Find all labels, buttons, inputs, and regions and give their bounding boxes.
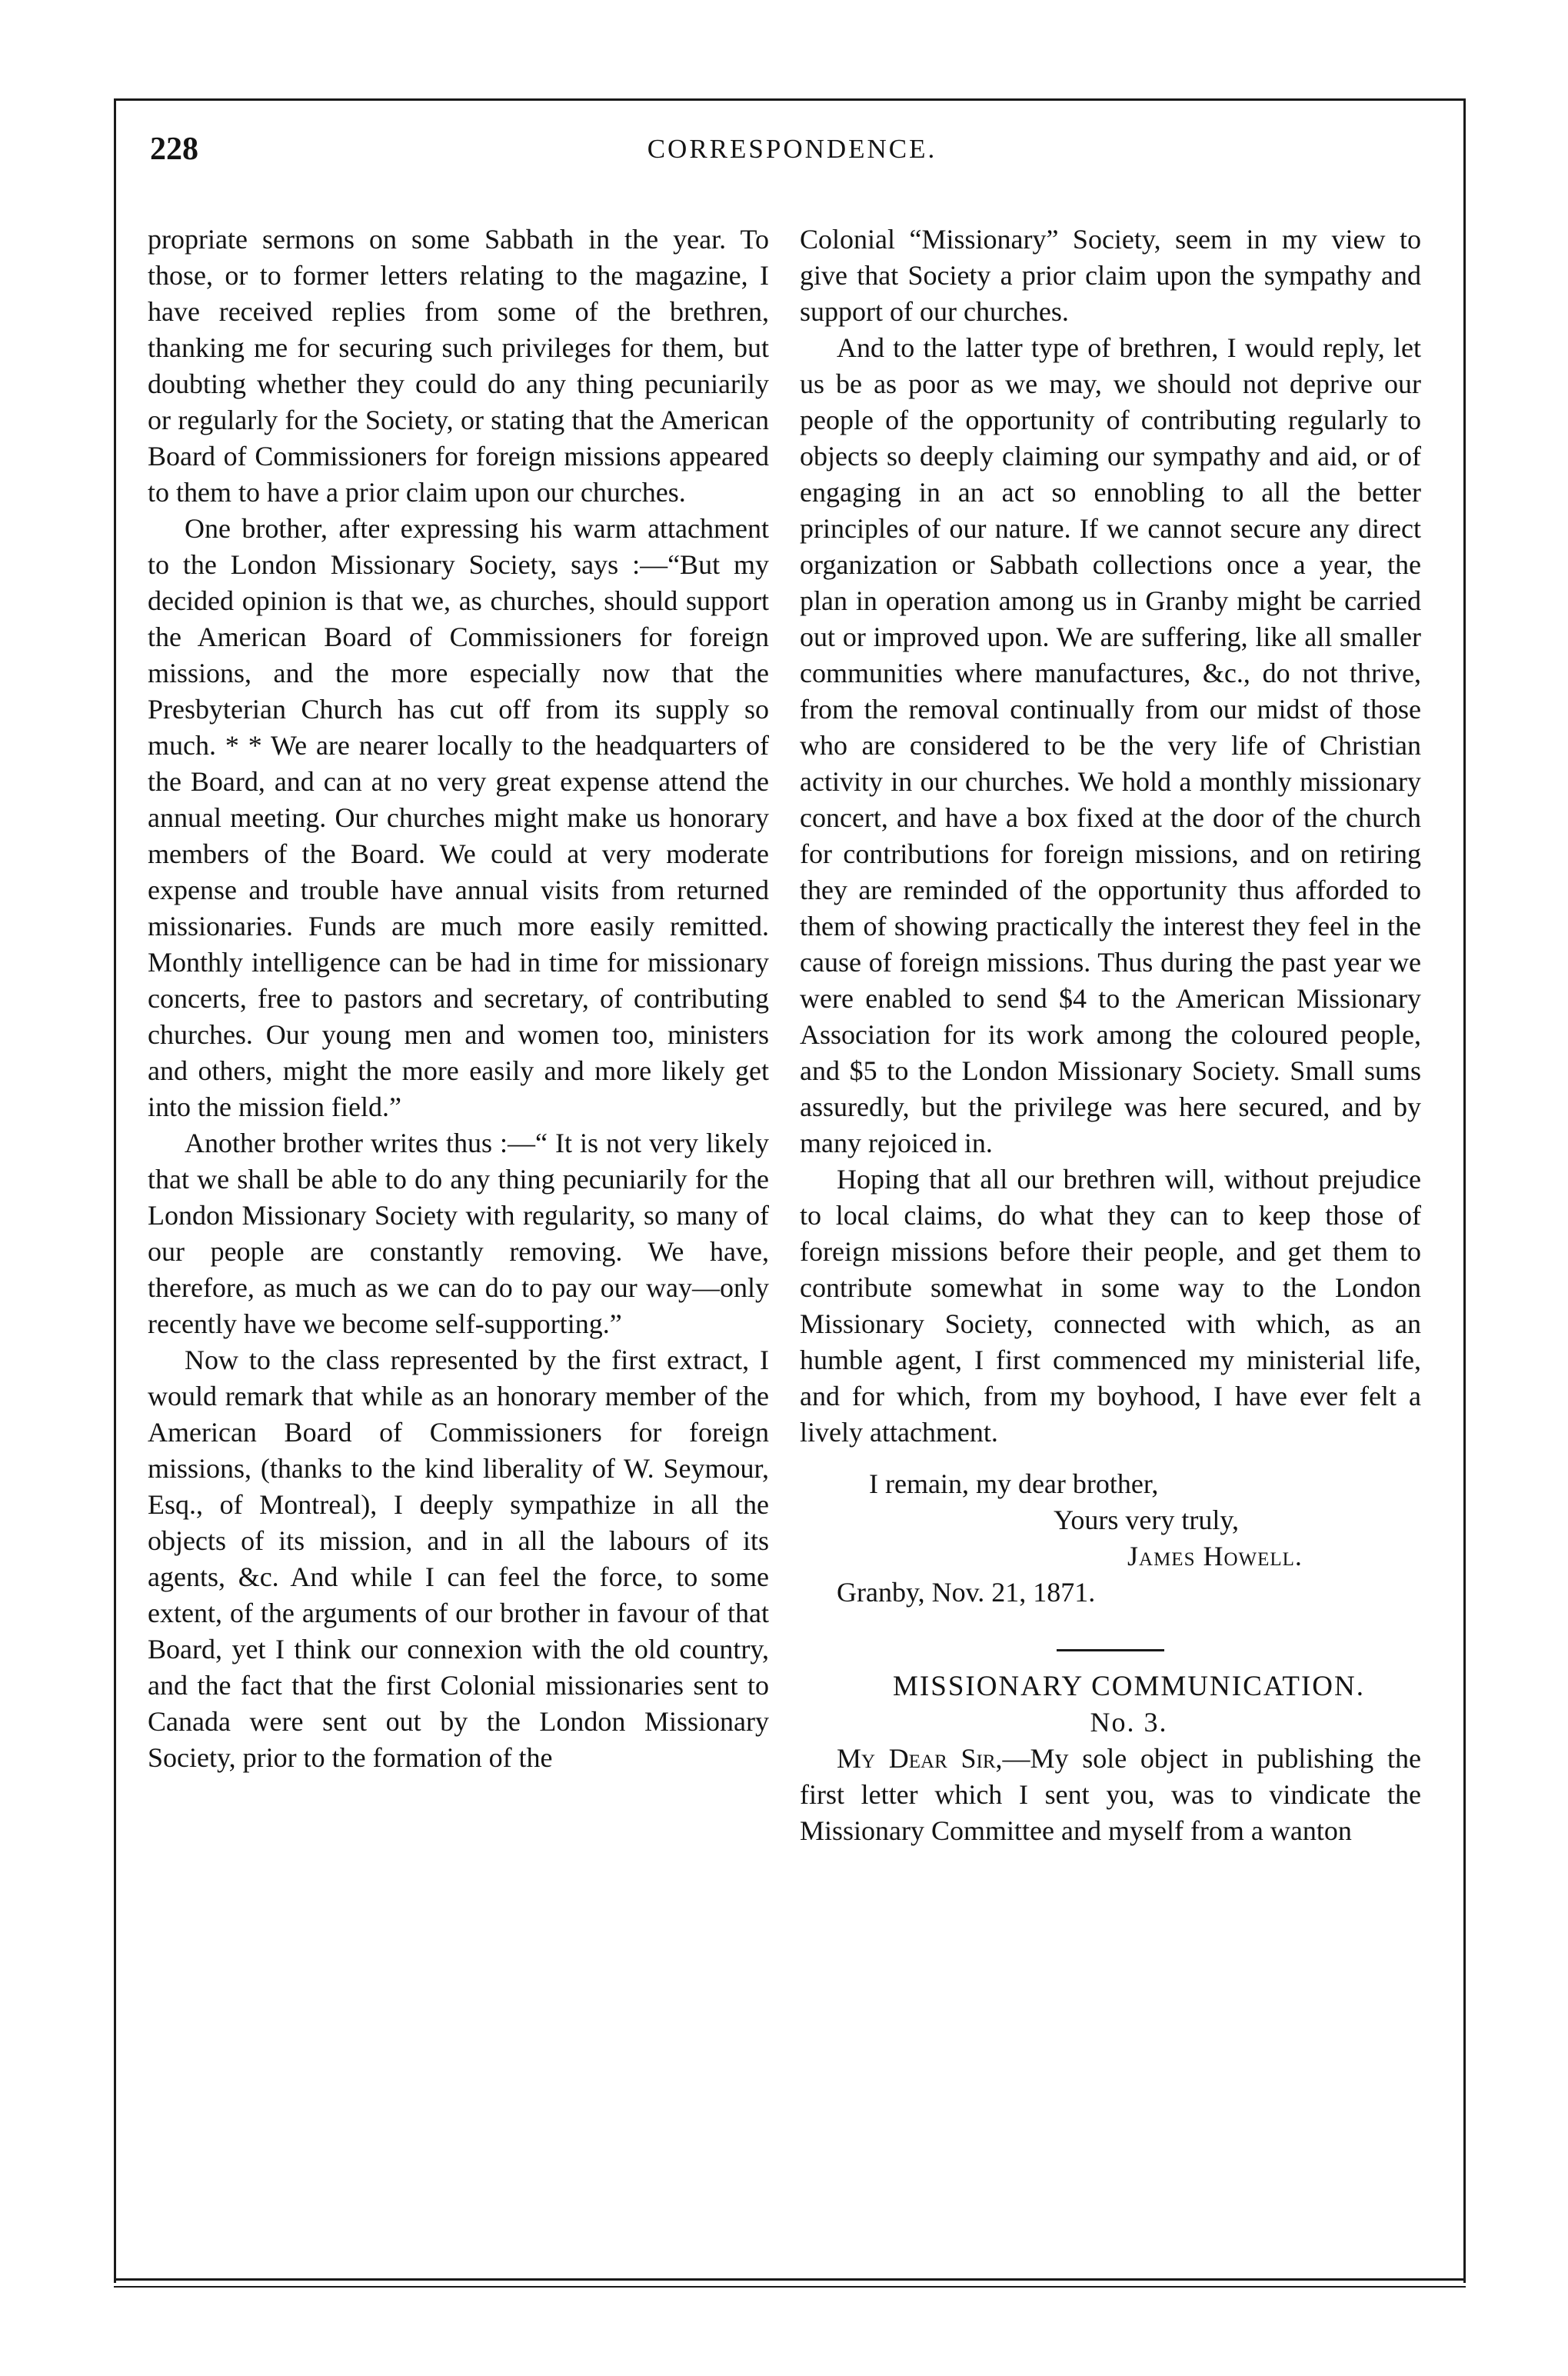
closing-line: Yours very truly, (1054, 1505, 1240, 1535)
signature: James Howell. (1127, 1541, 1303, 1571)
paragraph: One brother, after expressing his warm attachment to the London Missionary Society, says :—“But my decided opinion is that we, as churches, should support the American Board of Commissioners for foreign missions, and the more especially now that the Presbyterian Church has cut off from its supply so much. * * We are nearer locally to the headquarters of the Board, and can at no very great expense attend the annual meeting. Our churches might make us honorary members of the Board. We could at very moderate expense and trouble have annual visits from returned missionaries. Funds are much more easily remitted. Monthly intelligence can be had in time for missionary concerts, free to pastors and secretary, of contributing churches. Our young men and women too, ministers and others, might the more easily and more likely get into the mission field.” (148, 513, 769, 1122)
left-column (148, 222, 769, 2252)
section-title: MISSIONARY COMMUNICATION. (893, 1671, 1365, 1702)
paragraph: propriate sermons on some Sabbath in the year. To those, or to former letters relating to the magazine, I have received replies from some of the brethren, thanking me for securing such privileges for them, but doubting whether they could do any thing pecuniarily or regularly for the Society, or stating that the American Board of Commissioners for foreign missions appeared to them to have a prior claim upon our churches. (148, 224, 769, 508)
right-column (800, 222, 1421, 2252)
salutation: My Dear Sir, (837, 1743, 1003, 1774)
section-number: No. 3. (1090, 1707, 1168, 1738)
bottom-rule-inner (114, 2286, 1466, 2288)
paragraph: Colonial “Missionary” Society, seem in my view to give that Society a prior claim upon the sympathy and support of our churches. (800, 224, 1421, 327)
paragraph (800, 1741, 1421, 1849)
dateline: Granby, Nov. 21, 1871. (837, 1577, 1096, 1608)
paragraph: Now to the class represented by the first extract, I would remark that while as an honorary member of the American Board of Commissioners for foreign missions, (thanks to the kind liberality of W. Seymour, Esq., of Montreal), I deeply sympathize in all the objects of its mission, and in all the labours of its agents, &c. And while I can feel the force, to some extent, of the arguments of our brother in favour of that Board, yet I think our connexion with the old country, and the fact that the first Colonial missionaries sent to Canada were sent out by the London Missionary Society, prior to the formation of the (148, 1345, 769, 1773)
paragraph: Hoping that all our brethren will, without prejudice to local claims, do what they can to keep those of foreign missions before their people, and get them to contribute somewhat in some way to the London Missionary Society, connected with which, as an humble agent, I first commenced my ministerial life, and for which, from my boyhood, I have ever felt a lively attachment. (800, 1164, 1421, 1448)
running-head (150, 131, 1434, 177)
bottom-rule (114, 2278, 1466, 2281)
closing-line: I remain, my dear brother, (869, 1468, 1159, 1499)
paragraph: And to the latter type of brethren, I would reply, let us be as poor as we may, we should not deprive our people of the opportunity of contributing regularly to objects so deeply claiming our sympathy and aid, or of engaging in an act so ennobling to all the better principles of our nature. If we cannot secure any direct organization or Sabbath collections once a year, the plan in operation among us in Granby might be carried out or improved upon. We are suffering, like all smaller communities where manufactures, &c., do not thrive, from the removal continually from our midst of those who are considered to be the very life of Christian activity in our churches. We hold a monthly missionary concert, and have a box fixed at the door of the church for contributions for foreign missions, and on retiring they are reminded of the opportunity thus afforded to them of showing practically the interest they feel in the cause of foreign missions. Thus during the past year we were enabled to send $4 to the American Missionary Association for its work among the coloured people, and $5 to the London Missionary Society. Small sums assuredly, but the privilege was here secured, and by many rejoiced in. (800, 332, 1421, 1158)
running-title: CORRESPONDENCE. (647, 134, 937, 164)
paragraph-text: —My sole object in publishing the first letter which I sent you, was to vindicate the Missionary Committee and myself from a wanton (800, 1743, 1421, 1846)
paragraph: Another brother writes thus :—“ It is not very likely that we shall be able to do any thing pecuniarily for the London Missionary Society with regularity, so many of our people are constantly removing. We have, therefore, as much as we can do to pay our way—only recently have we become self-supporting.” (148, 1128, 769, 1339)
letter-closing (800, 1466, 1421, 1575)
page-number: 228 (150, 132, 198, 167)
section-divider (1057, 1649, 1164, 1651)
